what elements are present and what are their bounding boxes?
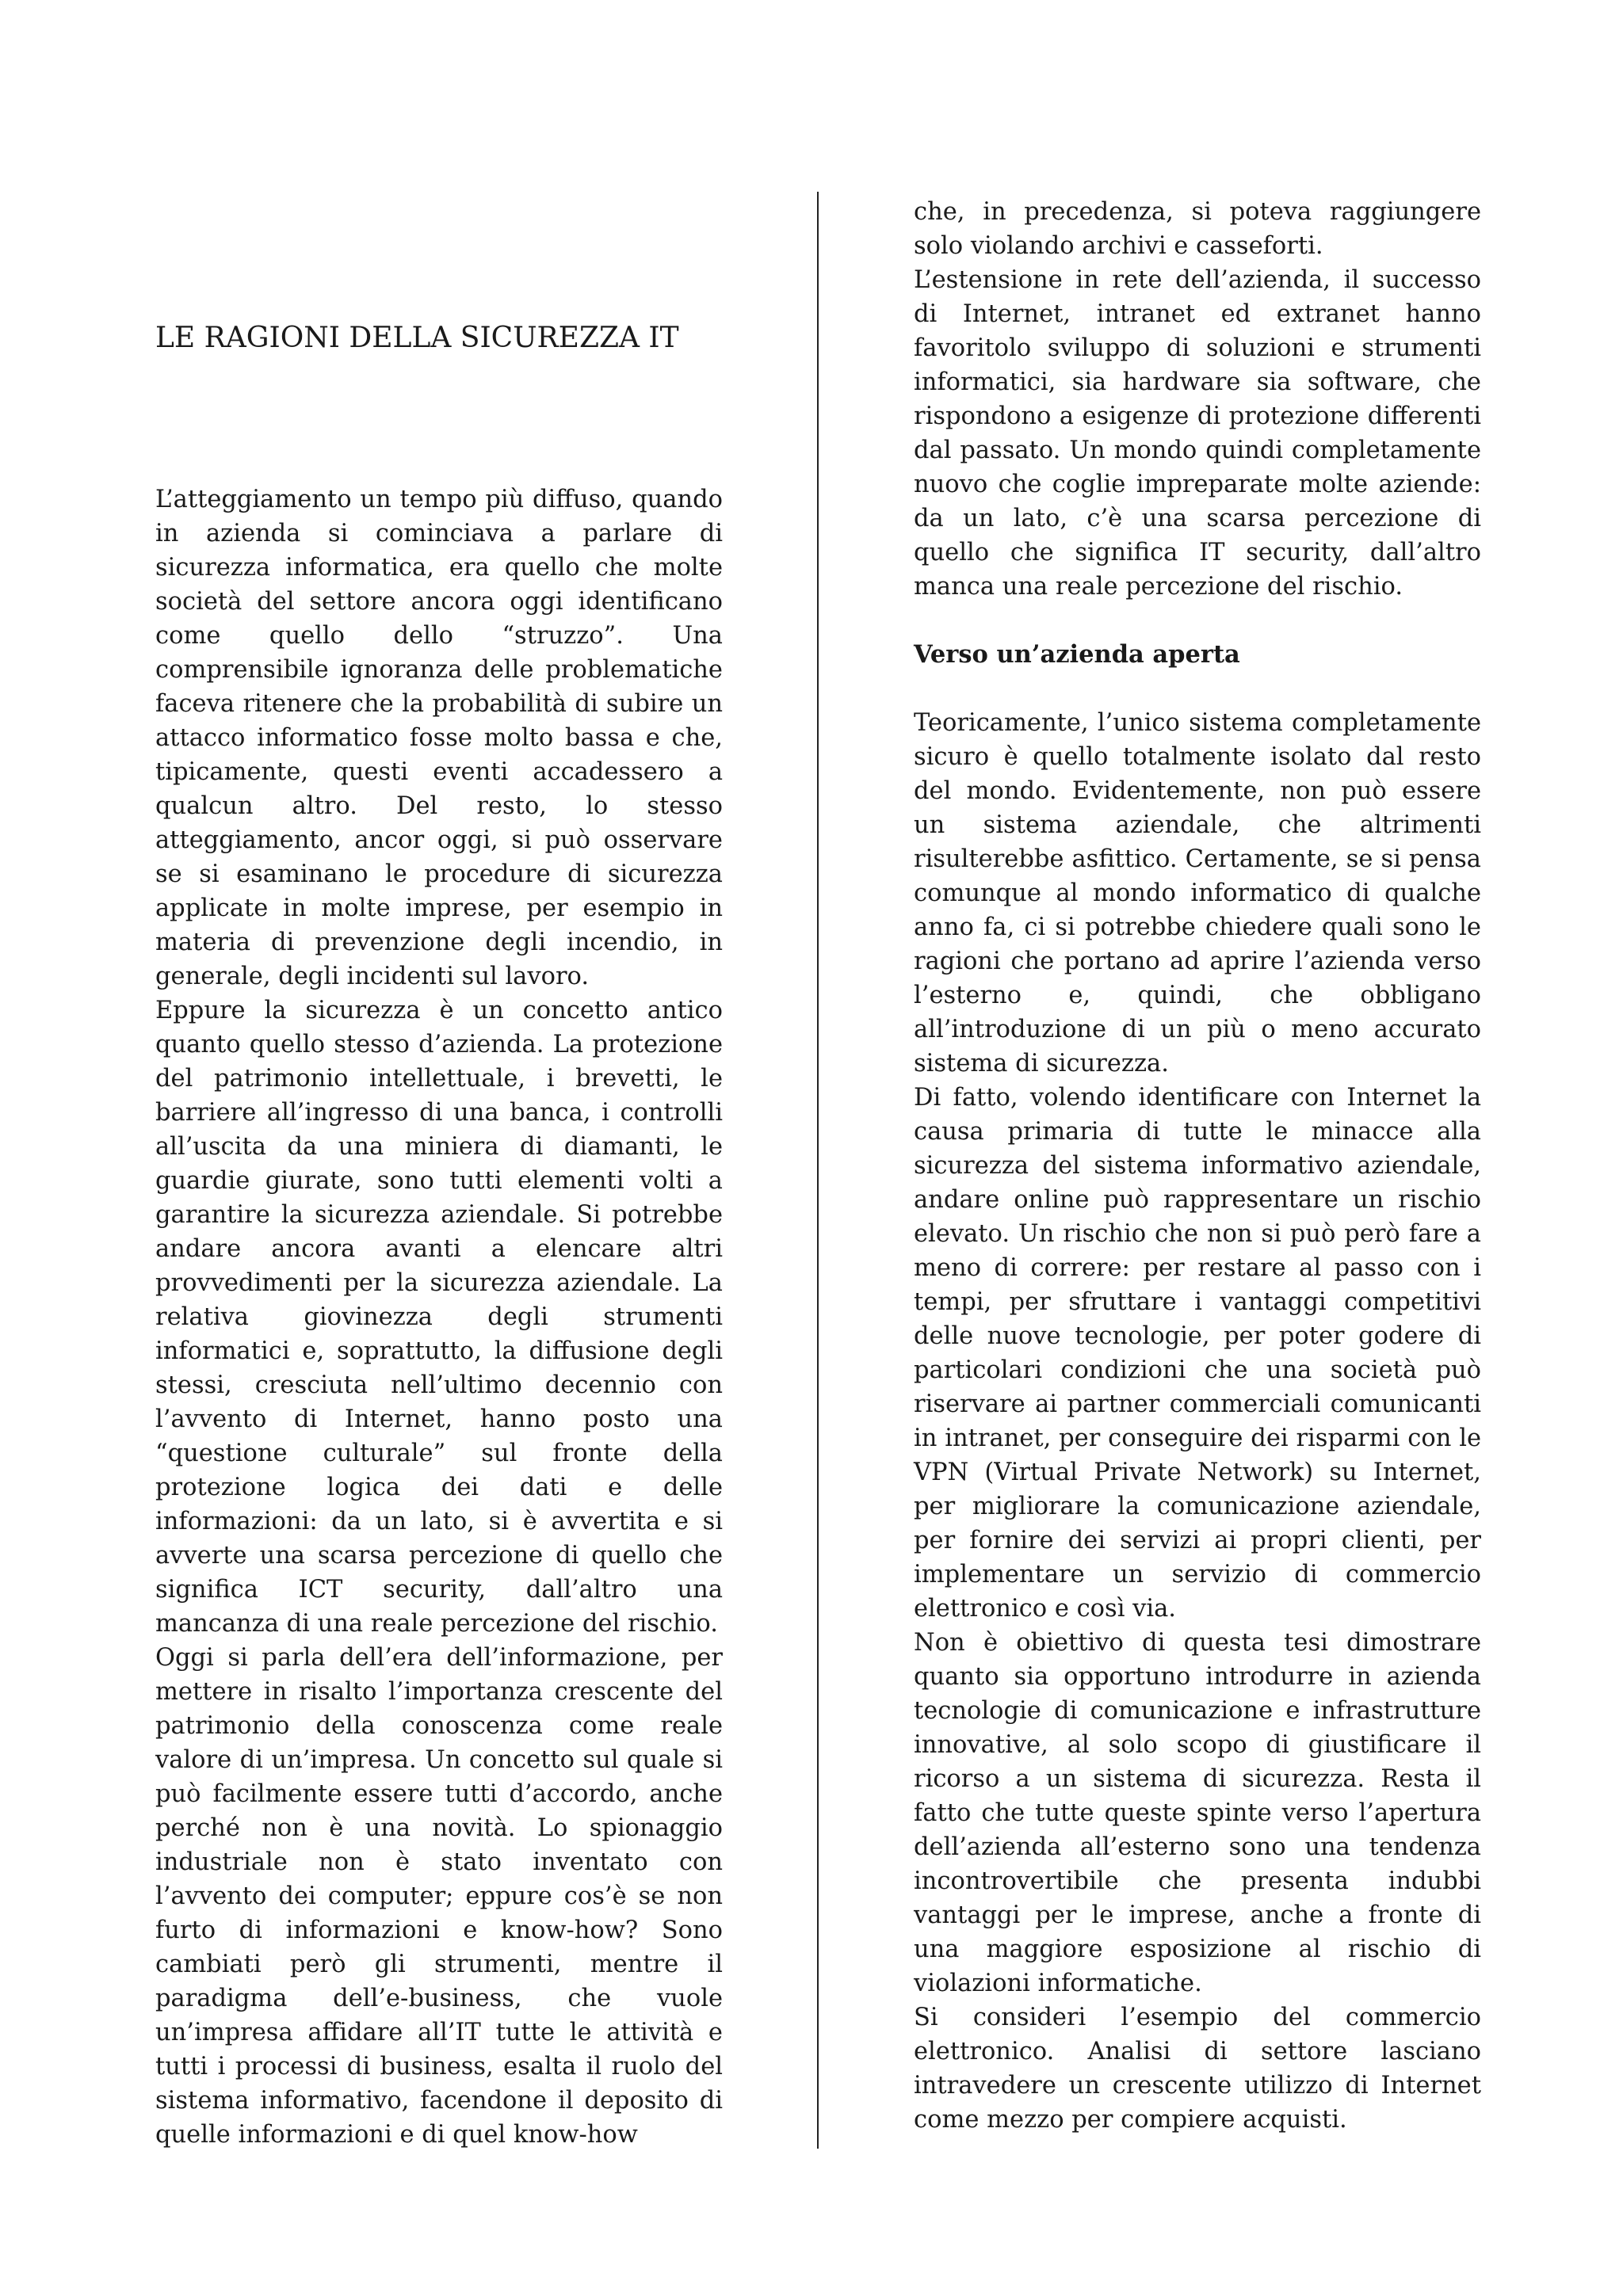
right-paragraph-5: Non è obiettivo di questa tesi dimostrare quanto sia opportuno introdurre in azienda tecnologie di comunicazione e infrastrutture innovative, al solo scopo di giustificare il ricorso a un sistema di sicurezza. Resta il fatto che tutte queste spinte verso l’apertura dell’azienda all’esterno sono una tendenza incontrovertibile che presenta indubbi vantaggi per le imprese, anche a fronte di una maggiore esposizione al rischio di violazioni informatiche. [914,1629,1481,1997]
right-paragraph-3: Teoricamente, l’unico sistema completamente sicuro è quello totalmente isolato dal resto del mondo. Evidentemente, non può essere un sistema aziendale, che altrimenti risulterebbe asfittico. Certamente, se si pensa comunque al mondo informatico di qualche anno fa, ci si potrebbe chiedere quali sono le ragioni che portano ad aprire l’azienda verso l’esterno e, quindi, che obbligano all’introduzione di un più o meno accurato sistema di sicurezza. [914,709,1481,1077]
right-column [914,195,1481,2137]
left-column [155,482,723,2152]
column-divider [817,192,819,2149]
right-paragraph-2: L’estensione in rete dell’azienda, il successo di Internet, intranet ed extranet hanno favoritolo sviluppo di soluzioni e strumenti informatici, sia hardware sia software, che rispondono a esigenze di protezione differenti dal passato. Un mondo quindi completamente nuovo che coglie impreparate molte aziende: da un lato, c’è una scarsa percezione di quello che significa IT security, dall’altro manca una reale percezione del rischio. [914,266,1481,601]
right-paragraph-1: che, in precedenza, si poteva raggiungere solo violando archivi e casseforti. [914,198,1481,260]
right-paragraph-6: Si consideri l’esempio del commercio elettronico. Analisi di settore lasciano intravedere un crescente utilizzo di Internet come mezzo per compiere acquisti. [914,2004,1481,2134]
left-paragraph-3: Oggi si parla dell’era dell’informazione, per mettere in risalto l’importanza crescente del patrimonio della conoscenza come reale valore di un’impresa. Un concetto sul quale si può facilmente essere tutti d’accordo, anche perché non è una novità. Lo spionaggio industriale non è stato inventato con l’avvento dei computer; eppure cos’è se non furto di informazioni e know-how? Sono cambiati però gli strumenti, mentre il paradigma dell’e-business, che vuole un’impresa affidare all’IT tutte le attività e tutti i processi di business, esalta il ruolo del sistema informativo, facendone il deposito di quelle informazioni e di quel know-how [155,1644,723,2149]
right-paragraph-4: Di fatto, volendo identificare con Internet la causa primaria di tutte le minacce alla sicurezza del sistema informativo aziendale, andare online può rappresentare un rischio elevato. Un rischio che non si può però fare a meno di correre: per restare al passo con i tempi, per sfruttare i vantaggi competitivi delle nuove tecnologie, per poter godere di particolari condizioni che una società può riservare ai partner commerciali comunicanti in intranet, per conseguire dei risparmi con le VPN (Virtual Private Network) su Internet, per migliorare la comunicazione aziendale, per fornire dei servizi ai propri clienti, per implementare un servizio di commercio elettronico e così via. [914,1084,1481,1623]
section-heading: Verso un’azienda aperta [914,640,1240,669]
left-paragraph-1: L’atteggiamento un tempo più diffuso, quando in azienda si cominciava a parlare di sicurezza informatica, era quello che molte società del settore ancora oggi identificano come quello dello “struzzo”. Una comprensibile ignoranza delle problematiche faceva ritenere che la probabilità di subire un attacco informatico fosse molto bassa e che, tipicamente, questi eventi accadessero a qualcun altro. Del resto, lo stesso atteggiamento, ancor oggi, si può osservare se si esaminano le procedure di sicurezza applicate in molte imprese, per esempio in materia di prevenzione degli incendio, in generale, degli incidenti sul lavoro. [155,486,723,990]
document-title: LE RAGIONI DELLA SICUREZZA IT [155,322,679,354]
left-paragraph-2: Eppure la sicurezza è un concetto antico quanto quello stesso d’azienda. La protezione del patrimonio intellettuale, i brevetti, le barriere all’ingresso di una banca, i controlli all’uscita da una miniera di diamanti, le guardie giurate, sono tutti elementi volti a garantire la sicurezza aziendale. Si potrebbe andare ancora avanti a elencare altri provvedimenti per la sicurezza aziendale. La relativa giovinezza degli strumenti informatici e, soprattutto, la diffusione degli stessi, cresciuta nell’ultimo decennio con l’avvento di Internet, hanno posto una “questione culturale” sul fronte della protezione logica dei dati e delle informazioni: da un lato, si è avvertita e si avverte una scarsa percezione di quello che significa ICT security, dall’altro una mancanza di una reale percezione del rischio. [155,997,723,1638]
